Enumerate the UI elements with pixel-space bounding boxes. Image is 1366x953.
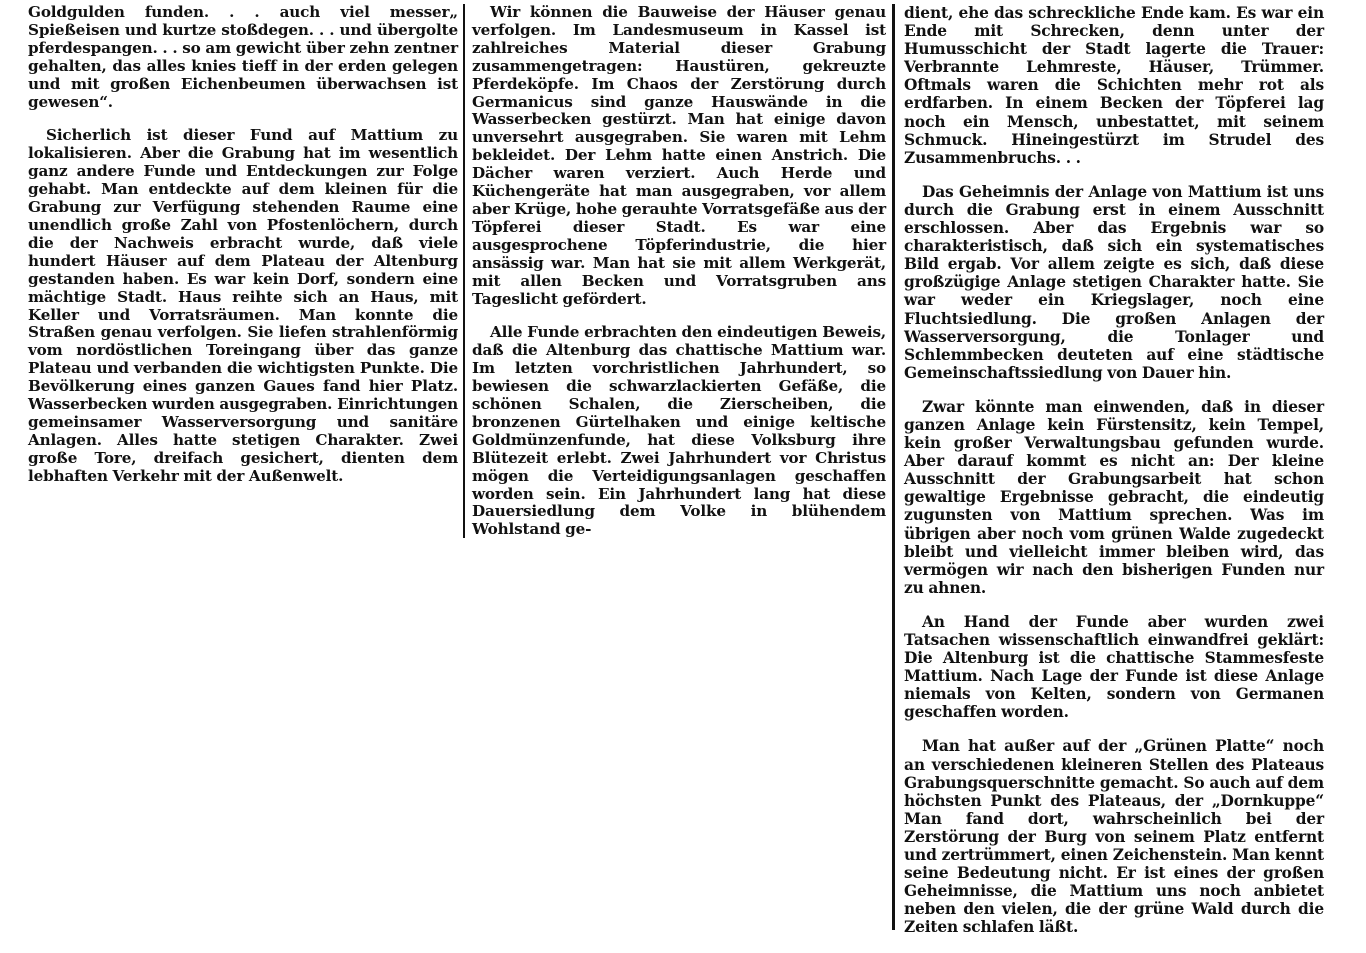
column-divider xyxy=(892,4,895,930)
paragraph: Alle Funde erbrachten den eindeutigen Beweis, daß die Altenburg das chattische Mattium war. Im letzten vorchristlichen Jahrhundert, so bewiesen die schwarzlackierten Gefäße, die schönen Schalen, die Zierscheiben, die bronzenen Gürtelhaken und einige keltische Goldmünzenfunde, hat diese Volksburg ihre Blütezeit erlebt. Zwei Jahrhundert vor Christus mögen die Verteidigungsanlagen geschaffen worden sein. Ein Jahrhundert lang hat diese Dauersiedlung dem Volke in blühendem Wohlstand ge- xyxy=(472,323,886,539)
paragraph: Zwar könnte man einwenden, daß in dieser ganzen Anlage kein Fürstensitz, kein Tempel, kein großer Verwaltungsbau gefunden wurde. Aber darauf kommt es nicht an: Der kleine Ausschnitt der Grabungsarbeit hat schon gewaltige Ergebnisse gebracht, die eindeutig zugunsten von Mattium sprechen. Was im übrigen aber noch vom grünen Walde zugedeckt bleibt und vielleicht immer bleiben wird, das vermögen wir nach den bisherigen Funden nur zu ahnen. xyxy=(904,397,1324,597)
paragraph: Das Geheimnis der Anlage von Mattium ist uns durch die Grabung erst in einem Ausschnitt erschlossen. Aber das Ergebnis war so charakteristisch, daß sich ein systematisches Bild ergab. Vor allem zeigte es sich, daß diese großzügige Anlage stetigen Charakter hatte. Sie war weder ein Kriegslager, noch eine Fluchtsiedlung. Die großen Anlagen der Wasserversorgung, die Tonlager und Schlemmbecken deuteten auf eine städtische Gemeinschaftssiedlung von Dauer hin. xyxy=(904,182,1324,382)
article-column-2 xyxy=(472,4,886,555)
column-divider xyxy=(463,4,465,538)
paragraph: dient, ehe das schreckliche Ende kam. Es war ein Ende mit Schrecken, denn unter der Humusschicht der Stadt lagerte die Trauer: Verbrannte Lehmreste, Häuser, Trümmer. Oftmals waren die Schichten mehr rot als erdfarben. In einem Becken der Töpferei lag noch ein Mensch, unbestattet, mit seinem Schmuck. Hineingestürzt im Strudel des Zusammenbruchs. . . xyxy=(904,4,1324,167)
paragraph: Wir können die Bauweise der Häuser genau verfolgen. Im Landesmuseum in Kassel ist zahlreiches Material dieser Grabung zusammengetragen: Haustüren, gekreuzte Pferdeköpfe. Im Chaos der Zerstörung durch Germanicus sind ganze Hauswände in die Wasserbecken gestürzt. Man hat einige davon unversehrt ausgegraben. Sie waren mit Lehm bekleidet. Der Lehm hatte einen Anstrich. Die Dächer waren verziert. Auch Herde und Küchengeräte hat man ausgegraben, vor allem aber Krüge, hohe gerauhte Vorratsgefäße aus der Töpferei dieser Stadt. Es war eine ausgesprochene Töpferindustrie, die hier ansässig war. Man hat sie mit allem Werkgerät, mit allen Becken und Vorratsgruben ans Tageslicht gefördert. xyxy=(472,3,886,308)
paragraph: Man hat außer auf der „Grünen Platte“ noch an verschiedenen kleineren Stellen des Plateaus Grabungsquerschnitte gemacht. So auch auf dem höchsten Punkt des Plateaus, der „Dornkuppe“ Man fand dort, wahrscheinlich bei der Zerstörung der Burg von seinem Platz entfernt und zertrümmert, einen Zeichenstein. Man kennt seine Bedeutung nicht. Er ist eines der großen Geheimnisse, die Mattium uns noch anbietet neben den vielen, die der grüne Wald durch die Zeiten schlafen läßt. xyxy=(904,737,1324,937)
article-column-3 xyxy=(904,4,1324,953)
article-column-1 xyxy=(28,4,458,502)
paragraph: Goldgulden funden. . . auch viel messer„ Spießeisen und kurtze stoßdegen. . . und übergolte pferdespangen. . . so am gewicht über zehn zentner gehalten, das alles knies tieff in der erden gelegen und mit großen Eichenbeumen überwachsen ist gewesen“. xyxy=(28,3,458,111)
paragraph: An Hand der Funde aber wurden zwei Tatsachen wissenschaftlich einwandfrei geklärt: Die Altenburg ist die chattische Stammesfeste Mattium. Nach Lage der Funde ist diese Anlage niemals von Kelten, sondern von Germanen geschaffen worden. xyxy=(904,612,1324,722)
paragraph: Sicherlich ist dieser Fund auf Mattium zu lokalisieren. Aber die Grabung hat im wesentlich ganz andere Funde und Entdeckungen zur Folge gehabt. Man entdeckte auf dem kleinen für die Grabung zur Verfügung stehenden Raume eine unendlich große Zahl von Pfostenlöchern, durch die der Nachweis erbracht wurde, daß viele hundert Häuser auf dem Plateau der Altenburg gestanden haben. Es war kein Dorf, sondern eine mächtige Stadt. Haus reihte sich an Haus, mit Keller und Vorratsräumen. Man konnte die Straßen genau verfolgen. Sie liefen strahlenförmig vom nordöstlichen Toreingang über das ganze Plateau und verbanden die wichtigsten Punkte. Die Bevölkerung eines ganzen Gaues fand hier Platz. Wasserbecken wurden ausgegraben. Einrichtungen gemeinsamer Wasserversorgung und sanitäre Anlagen. Alles hatte stetigen Charakter. Zwei große Tore, dreifach gesichert, dienten dem lebhaften Verkehr mit der Außenwelt. xyxy=(28,126,458,485)
